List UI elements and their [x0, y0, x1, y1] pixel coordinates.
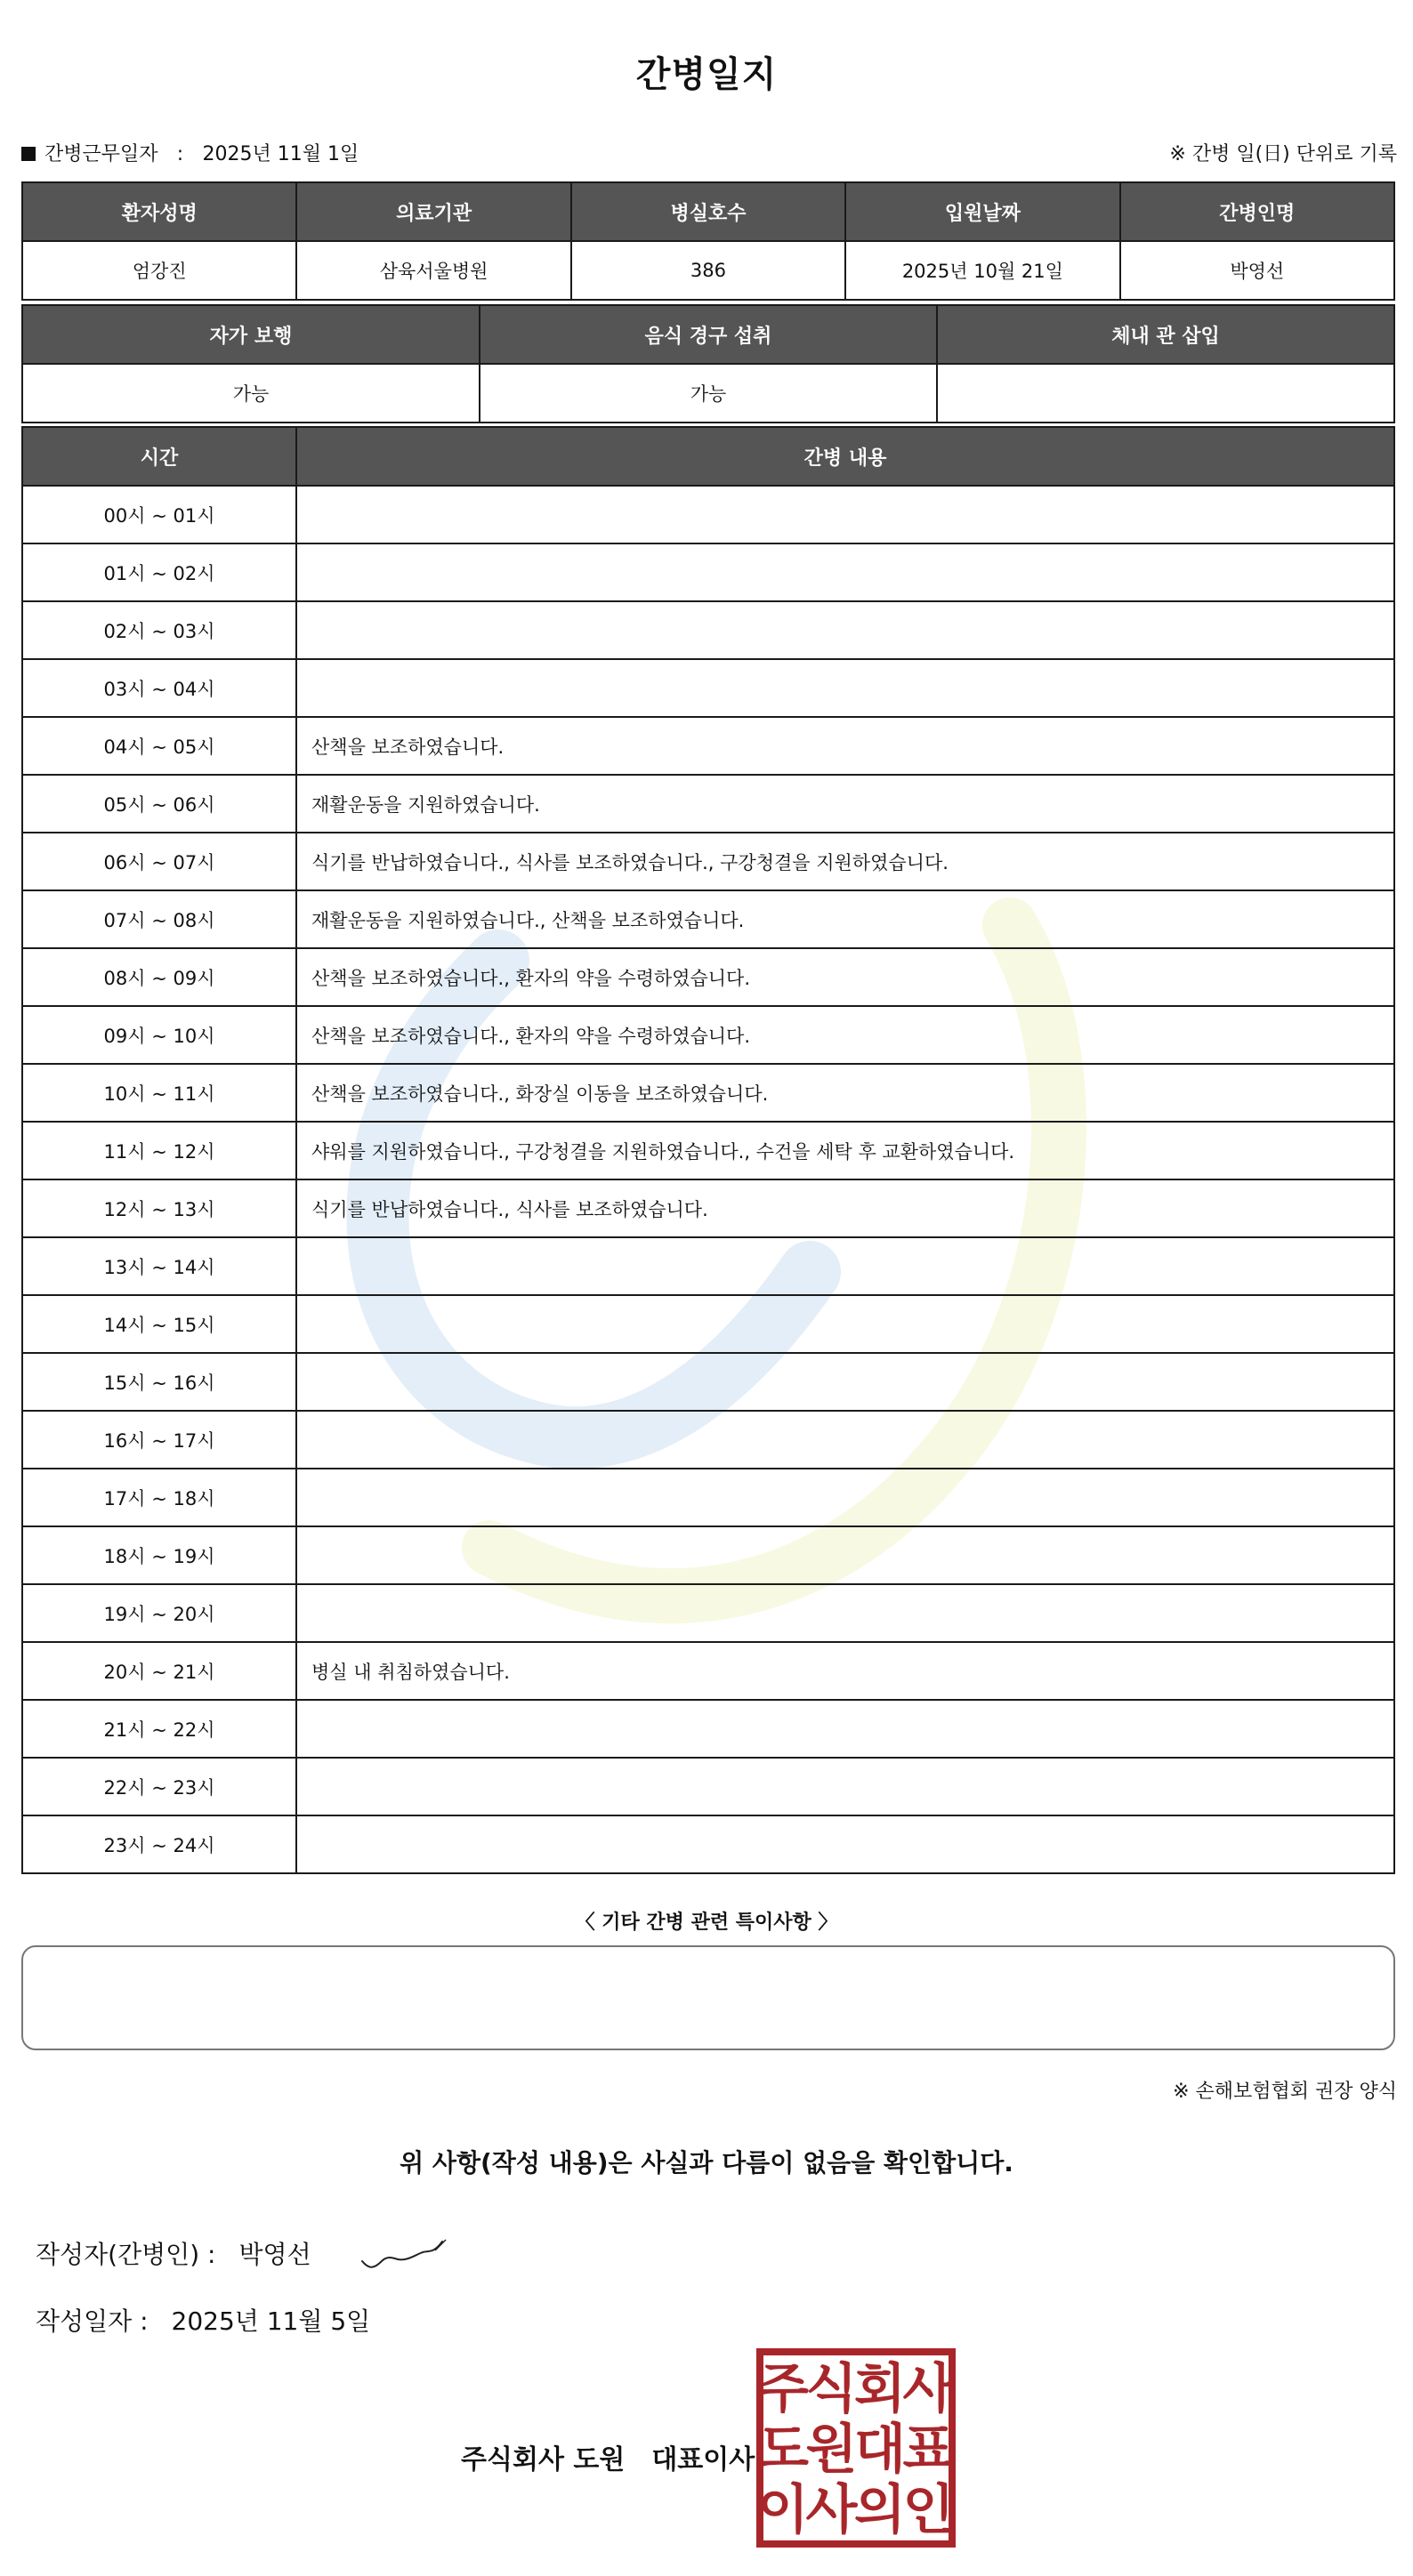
care-log-row — [22, 486, 1394, 543]
value-self-walking: 가능 — [22, 364, 480, 423]
care-log-row — [22, 1064, 1394, 1122]
care-log-row — [22, 1642, 1394, 1700]
work-date-line — [21, 139, 359, 166]
care-log-row — [22, 833, 1394, 890]
log-time: 08시 ~ 09시 — [22, 948, 296, 1006]
log-content — [296, 1295, 1394, 1353]
care-log-row — [22, 1584, 1394, 1642]
log-content: 재활운동을 지원하였습니다., 산책을 보조하였습니다. — [296, 890, 1394, 948]
header-room-number: 병실호수 — [571, 182, 845, 241]
care-log-row — [22, 1179, 1394, 1237]
confirmation-statement: 위 사항(작성 내용)은 사실과 다름이 없음을 확인합니다. — [400, 2148, 1013, 2178]
company-name: 주식회사 도원 — [461, 2444, 626, 2475]
notes-box — [21, 1945, 1395, 2050]
company-seal — [756, 2348, 956, 2548]
care-log-row — [22, 1295, 1394, 1353]
write-date-line — [36, 2302, 370, 2338]
log-content — [296, 486, 1394, 543]
log-content — [296, 543, 1394, 601]
header-caregiver-name: 간병인명 — [1120, 182, 1394, 241]
work-date-label: 간병근무일자 — [44, 143, 158, 165]
log-content: 병실 내 취침하였습니다. — [296, 1642, 1394, 1700]
log-content — [296, 1700, 1394, 1758]
log-time: 07시 ~ 08시 — [22, 890, 296, 948]
log-content: 식기를 반납하였습니다., 식사를 보조하였습니다. — [296, 1179, 1394, 1237]
notes-title: 〈 기타 간병 관련 특이사항 〉 — [575, 1912, 838, 1934]
log-content: 산책을 보조하였습니다., 환자의 약을 수령하였습니다. — [296, 1006, 1394, 1064]
header-care-content: 간병 내용 — [296, 427, 1394, 486]
seal-character: 사 — [902, 2358, 955, 2420]
header-admission-date: 입원날짜 — [845, 182, 1119, 241]
log-content: 식기를 반납하였습니다., 식사를 보조하였습니다., 구강청결을 지원하였습니다. — [296, 833, 1394, 890]
writer-label: 작성자(간병인) : — [36, 2240, 216, 2269]
care-log-row — [22, 659, 1394, 717]
log-content — [296, 1469, 1394, 1526]
care-log-row — [22, 717, 1394, 775]
care-log-row — [22, 1006, 1394, 1064]
care-log-row — [22, 1700, 1394, 1758]
log-time: 18시 ~ 19시 — [22, 1526, 296, 1584]
log-content — [296, 1758, 1394, 1815]
log-time: 09시 ~ 10시 — [22, 1006, 296, 1064]
log-time: 02시 ~ 03시 — [22, 601, 296, 659]
seal-character: 회 — [854, 2358, 906, 2420]
seal-character: 도 — [757, 2419, 809, 2481]
form-source-note: ※ 손해보험협회 권장 양식 — [1173, 2081, 1397, 2103]
log-time: 21시 ~ 22시 — [22, 1700, 296, 1758]
patient-info-header-row — [22, 182, 1394, 241]
log-content: 재활운동을 지원하였습니다. — [296, 775, 1394, 833]
header-oral-intake: 음식 경구 섭취 — [480, 305, 937, 364]
log-time: 19시 ~ 20시 — [22, 1584, 296, 1642]
log-time: 20시 ~ 21시 — [22, 1642, 296, 1700]
care-log-row — [22, 601, 1394, 659]
seal-character: 주 — [757, 2358, 809, 2420]
company-line — [461, 2437, 755, 2476]
log-time: 06시 ~ 07시 — [22, 833, 296, 890]
seal-character: 사 — [805, 2479, 858, 2541]
care-log-row — [22, 890, 1394, 948]
care-log-row — [22, 1815, 1394, 1873]
log-time: 01시 ~ 02시 — [22, 543, 296, 601]
value-oral-intake: 가능 — [480, 364, 937, 423]
value-tube-insertion — [937, 364, 1394, 423]
log-content — [296, 601, 1394, 659]
log-time: 23시 ~ 24시 — [22, 1815, 296, 1873]
care-log-row — [22, 775, 1394, 833]
patient-status-table — [21, 304, 1395, 423]
log-content: 산책을 보조하였습니다., 환자의 약을 수령하였습니다. — [296, 948, 1394, 1006]
value-caregiver-name: 박영선 — [1120, 241, 1394, 300]
log-content — [296, 1411, 1394, 1469]
log-time: 11시 ~ 12시 — [22, 1122, 296, 1179]
log-time: 00시 ~ 01시 — [22, 486, 296, 543]
log-time: 17시 ~ 18시 — [22, 1469, 296, 1526]
care-log-header-row — [22, 427, 1394, 486]
log-time: 22시 ~ 23시 — [22, 1758, 296, 1815]
header-self-walking: 자가 보행 — [22, 305, 480, 364]
care-log-row — [22, 1469, 1394, 1526]
patient-info-value-row — [22, 241, 1394, 300]
log-time: 04시 ~ 05시 — [22, 717, 296, 775]
care-log-row — [22, 1122, 1394, 1179]
seal-character: 식 — [805, 2358, 858, 2420]
care-log-row — [22, 543, 1394, 601]
seal-character: 인 — [902, 2479, 955, 2541]
log-time: 03시 ~ 04시 — [22, 659, 296, 717]
value-patient-name: 엄강진 — [22, 241, 296, 300]
log-content — [296, 1815, 1394, 1873]
write-date-value: 2025년 11월 5일 — [171, 2306, 371, 2336]
write-date-label: 작성일자 : — [36, 2306, 149, 2336]
header-time: 시간 — [22, 427, 296, 486]
value-hospital: 삼육서울병원 — [296, 241, 570, 300]
log-time: 14시 ~ 15시 — [22, 1295, 296, 1353]
log-time: 16시 ~ 17시 — [22, 1411, 296, 1469]
log-time: 12시 ~ 13시 — [22, 1179, 296, 1237]
care-log-row — [22, 948, 1394, 1006]
work-date-separator: : — [176, 143, 184, 165]
writer-name: 박영선 — [238, 2240, 311, 2269]
square-bullet-icon — [21, 147, 36, 161]
log-content: 산책을 보조하였습니다., 화장실 이동을 보조하였습니다. — [296, 1064, 1394, 1122]
work-date-value: 2025년 11월 1일 — [202, 143, 359, 165]
header-tube-insertion: 체내 관 삽입 — [937, 305, 1394, 364]
value-admission-date: 2025년 10월 21일 — [845, 241, 1119, 300]
seal-character: 이 — [757, 2479, 809, 2541]
record-unit-note: ※ 간병 일(日) 단위로 기록 — [1169, 143, 1397, 165]
log-content: 산책을 보조하였습니다. — [296, 717, 1394, 775]
writer-signature — [360, 2234, 449, 2279]
header-hospital: 의료기관 — [296, 182, 570, 241]
log-content — [296, 1526, 1394, 1584]
patient-info-table — [21, 181, 1395, 301]
log-time: 15시 ~ 16시 — [22, 1353, 296, 1411]
log-time: 13시 ~ 14시 — [22, 1237, 296, 1295]
seal-character: 대 — [854, 2419, 906, 2481]
care-log-table — [21, 426, 1395, 1874]
log-content — [296, 1237, 1394, 1295]
care-log-row — [22, 1411, 1394, 1469]
document-title: 간병일지 — [635, 54, 778, 95]
writer-line — [36, 2235, 311, 2271]
log-time: 10시 ~ 11시 — [22, 1064, 296, 1122]
care-log-row — [22, 1526, 1394, 1584]
header-patient-name: 환자성명 — [22, 182, 296, 241]
care-log-row — [22, 1758, 1394, 1815]
seal-character: 표 — [902, 2419, 955, 2481]
log-content — [296, 1353, 1394, 1411]
ceo-title: 대표이사 — [651, 2444, 755, 2475]
value-room-number: 386 — [571, 241, 845, 300]
patient-status-header-row — [22, 305, 1394, 364]
patient-status-value-row — [22, 364, 1394, 423]
care-log-row — [22, 1353, 1394, 1411]
log-content: 샤워를 지원하였습니다., 구강청결을 지원하였습니다., 수건을 세탁 후 교환하였습니다. — [296, 1122, 1394, 1179]
care-log-body — [22, 486, 1394, 1873]
log-content — [296, 1584, 1394, 1642]
care-log-row — [22, 1237, 1394, 1295]
seal-character: 의 — [854, 2479, 906, 2541]
log-content — [296, 659, 1394, 717]
seal-character: 원 — [805, 2419, 858, 2481]
log-time: 05시 ~ 06시 — [22, 775, 296, 833]
